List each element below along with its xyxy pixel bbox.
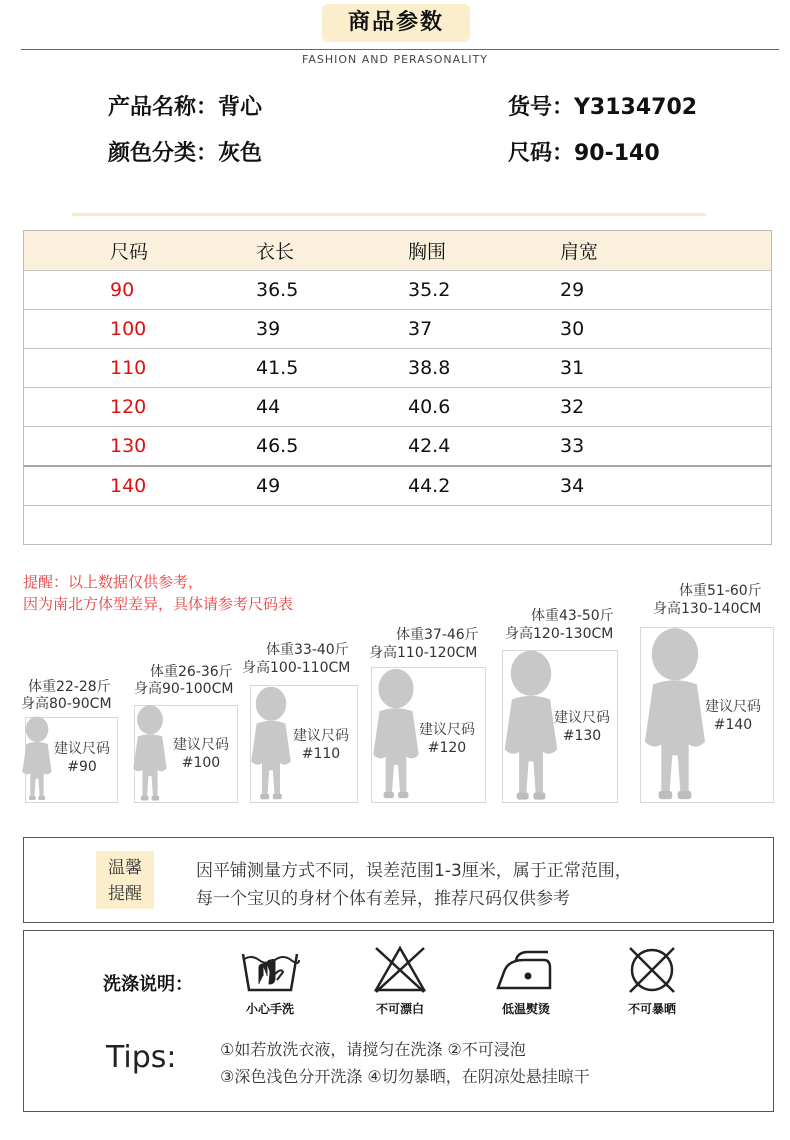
- warm-tip-line-2: 每一个宝贝的身材个体有差异，推荐尺码仅供参考: [196, 889, 570, 909]
- cell-shoulder: 31: [560, 349, 772, 388]
- tip-line-2: ③深色浅色分开洗涤 ④切勿暴晒，在阴凉处悬挂晾干: [220, 1067, 590, 1086]
- table-row: [24, 466, 772, 506]
- wash-label: 不可暴晒: [627, 1002, 676, 1016]
- kid-rec-size: #140: [713, 717, 753, 733]
- no-bleach-icon: [372, 942, 428, 996]
- wash-label: 不可漂白: [375, 1002, 424, 1016]
- cell-size: 120: [24, 388, 257, 427]
- section-subtitle: FASHION AND PERASONALITY: [302, 53, 488, 66]
- kid-weight: 体重43-50斤: [531, 608, 614, 624]
- cell-length: 46.5: [256, 427, 408, 467]
- kid-rec-label: 建议尺码: [293, 728, 349, 744]
- table-row: [24, 310, 772, 349]
- cell-shoulder: 30: [560, 310, 772, 349]
- cell-length: 44: [256, 388, 408, 427]
- cell-shoulder: 29: [560, 271, 772, 310]
- header-length: 衣长: [256, 231, 408, 271]
- table-empty-row: [24, 506, 772, 545]
- kid-rec-label: 建议尺码: [419, 722, 475, 738]
- header-shoulder: 肩宽: [560, 231, 772, 271]
- product-color: 颜色分类：灰色: [108, 141, 263, 166]
- tips-label: Tips:: [106, 1040, 177, 1075]
- child-silhouette-icon: [17, 714, 57, 802]
- product-name: 产品名称：背心: [108, 95, 263, 120]
- product-sku: 货号：Y3134702: [508, 95, 698, 120]
- kid-rec-label: 建议尺码: [54, 741, 110, 757]
- header-size: 尺码: [24, 231, 257, 271]
- table-row: [24, 427, 772, 467]
- table-row: [24, 271, 772, 310]
- cell-length: 49: [256, 466, 408, 506]
- wash-title: 洗涤说明：: [103, 974, 193, 995]
- reminder-line-1: 提醒：以上数据仅供参考，: [23, 573, 204, 591]
- reminder-line-2: 因为南北方体型差异，具体请参考尺码表: [23, 595, 294, 613]
- kid-height: 身高130-140CM: [653, 601, 762, 617]
- cell-shoulder: 32: [560, 388, 772, 427]
- tip-line-1: ①如若放洗衣液，请搅匀在洗涤 ②不可浸泡: [220, 1040, 526, 1059]
- info-divider: [72, 213, 706, 216]
- cell-chest: 38.8: [408, 349, 560, 388]
- no-sun-icon: [624, 942, 680, 998]
- cell-shoulder: 33: [560, 427, 772, 467]
- warm-tip-tag-line-1: 温馨: [108, 858, 142, 878]
- cell-length: 39: [256, 310, 408, 349]
- cell-chest: 40.6: [408, 388, 560, 427]
- cell-chest: 42.4: [408, 427, 560, 467]
- kid-rec-size: #130: [562, 728, 602, 744]
- cell-length: 41.5: [256, 349, 408, 388]
- kid-height: 身高80-90CM: [21, 696, 112, 712]
- title-divider: [21, 49, 779, 50]
- cell-shoulder: 34: [560, 466, 772, 506]
- header-chest: 胸围: [408, 231, 560, 271]
- wash-label: 小心手洗: [245, 1002, 294, 1016]
- warm-tip-tag: [96, 851, 154, 909]
- cell-size: 90: [24, 271, 257, 310]
- hand-wash-icon: [239, 944, 301, 996]
- kid-height: 身高110-120CM: [369, 645, 478, 661]
- section-title: 商品参数: [322, 4, 470, 42]
- product-size-range: 尺码：90-140: [508, 141, 660, 166]
- kid-height: 身高100-110CM: [242, 660, 351, 676]
- cell-size: 100: [24, 310, 257, 349]
- cell-chest: 35.2: [408, 271, 560, 310]
- cell-length: 36.5: [256, 271, 408, 310]
- low-iron-icon: [494, 946, 556, 994]
- kid-rec-size: #110: [301, 746, 341, 762]
- cell-size: 140: [24, 466, 257, 506]
- table-row: [24, 349, 772, 388]
- kid-weight: 体重22-28斤: [28, 679, 111, 695]
- kid-weight: 体重26-36斤: [150, 664, 233, 680]
- kid-height: 身高90-100CM: [134, 681, 234, 697]
- warm-tip-tag-line-2: 提醒: [108, 884, 142, 904]
- cell-size: 130: [24, 427, 257, 467]
- kid-rec-size: #90: [67, 759, 97, 775]
- table-header-row: [24, 231, 772, 271]
- kid-rec-label: 建议尺码: [705, 699, 761, 715]
- kid-weight: 体重37-46斤: [396, 627, 479, 643]
- cell-chest: 44.2: [408, 466, 560, 506]
- kid-rec-label: 建议尺码: [554, 710, 610, 726]
- wash-label: 低温熨烫: [501, 1002, 550, 1016]
- cell-size: 110: [24, 349, 257, 388]
- size-table: [23, 230, 772, 545]
- kid-height: 身高120-130CM: [505, 626, 614, 642]
- warm-tip-line-1: 因平铺测量方式不同，误差范围1-3厘米，属于正常范围，: [196, 861, 632, 881]
- kid-rec-size: #120: [427, 740, 467, 756]
- table-row: [24, 388, 772, 427]
- kid-rec-label: 建议尺码: [173, 737, 229, 753]
- cell-chest: 37: [408, 310, 560, 349]
- kid-weight: 体重51-60斤: [679, 583, 762, 599]
- kid-weight: 体重33-40斤: [266, 642, 349, 658]
- kid-rec-size: #100: [181, 755, 221, 771]
